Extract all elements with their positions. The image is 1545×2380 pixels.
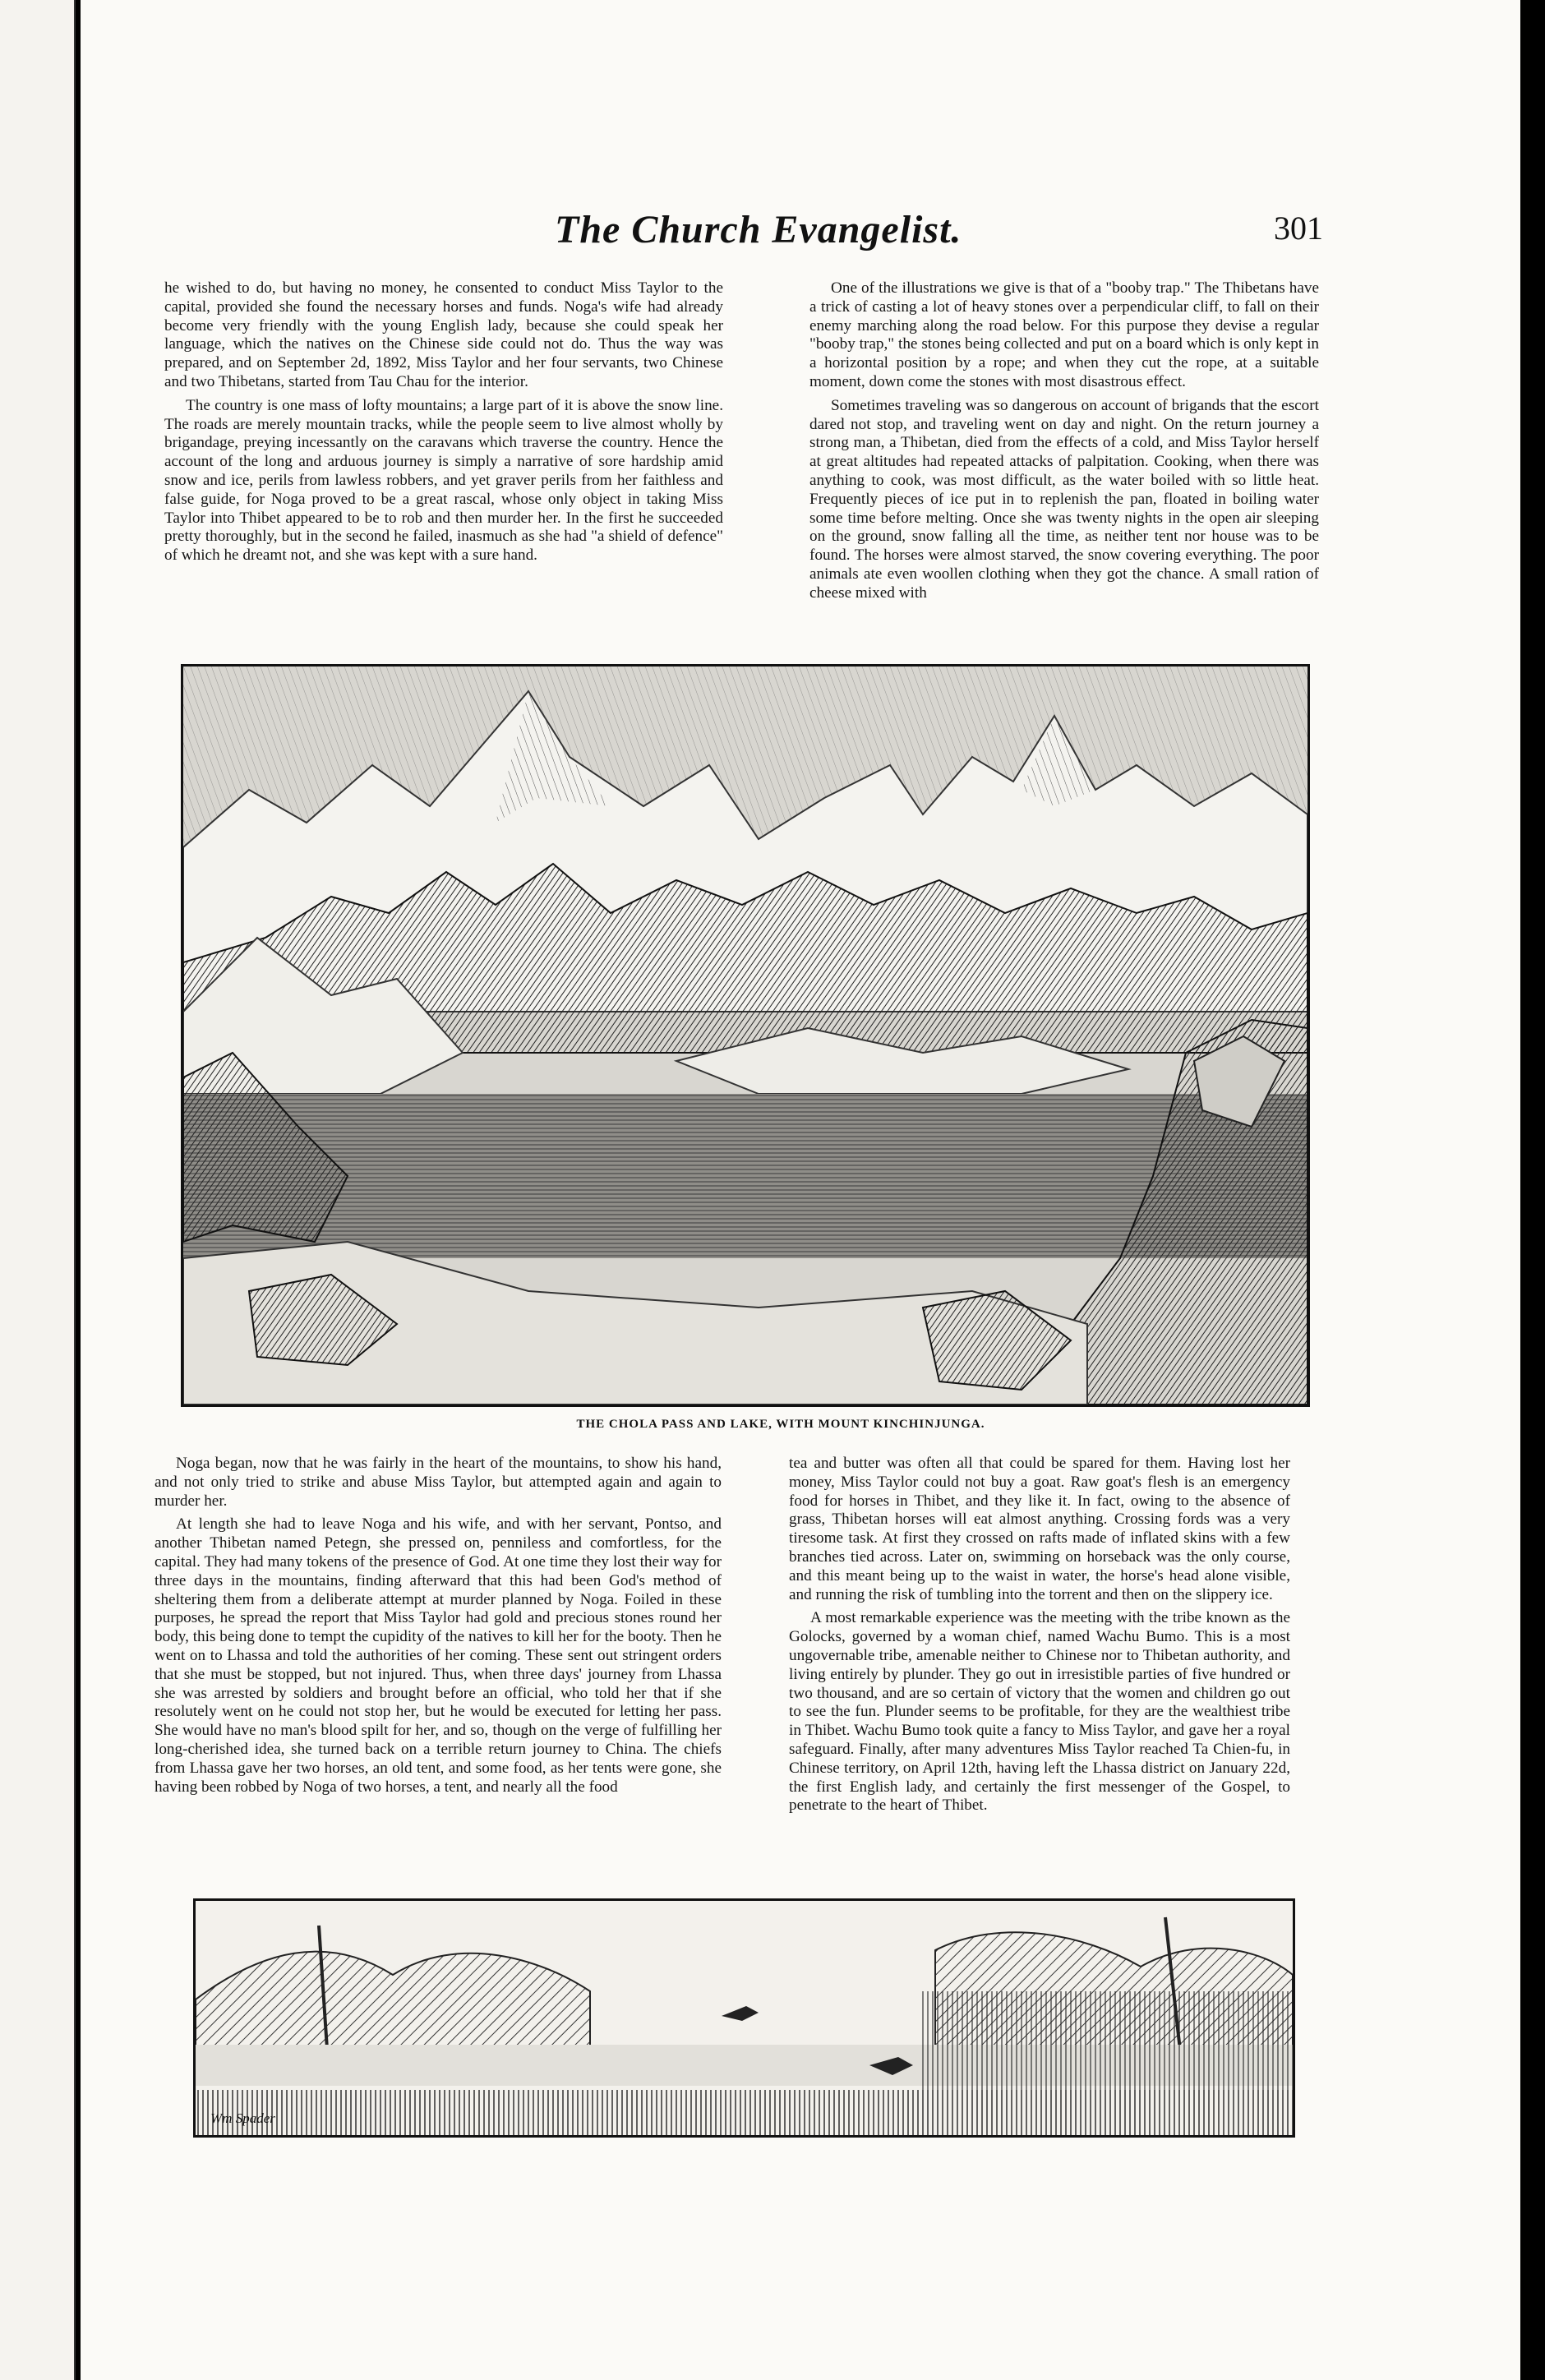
column-top-right (809, 279, 1319, 608)
mountain-lake-engraving (181, 664, 1310, 1407)
paragraph: The country is one mass of lofty mountains; a large part of it is above the snow line. The roads are merely mountain tracks, while the people seem to live almost wholly by brigandage, preying incessantly on the caravans which traverse the country. Hence the account of the long and arduous journey is simply a narrative of sore hardship amid snow and ice, perils from lawless robbers, and yet graver perils from her faithless and false guide, for Noga proved to be a great rascal, whose only object in taking Miss Taylor into Thibet appeared to be to rob and then murder her. In the first he succeeded pretty thoroughly, but in the second he failed, inasmuch as she had "a shield of defence" of which he dreamt not, and she was kept with a sure hand. (164, 396, 723, 565)
engraving-illustration (183, 666, 1307, 1404)
river-landscape-engraving (193, 1898, 1295, 2138)
column-bottom-right (789, 1455, 1290, 1820)
paragraph: A most remarkable experience was the meeting with the tribe known as the Golocks, governed by a woman chief, named Wachu Bumo. This is a most ungovernable tribe, amenable neither to Chinese nor to Thibetan authority, and living entirely by plunder. They go out in irresistible parties of five hundred or two thousand, and are so certain of victory that the women and children go out to see the fun. Plunder seems to be profitable, for they are the wealthiest tribe in Thibet. Wachu Bumo took quite a fancy to Miss Taylor, and gave her a royal safeguard. Finally, after many adventures Miss Taylor reached Ta Chien-fu, in Chinese territory, on April 12th, having left the Lhassa district on January 22d, the first English lady, and certainly the first messenger of the Gospel, to penetrate to the heart of Thibet. (789, 1609, 1290, 1815)
paragraph: Noga began, now that he was fairly in the heart of the mountains, to show his hand, and not only tried to strike and abuse Miss Taylor, but attempted again and again to murder her. (154, 1455, 722, 1510)
river-illustration (196, 1901, 1293, 2135)
running-header (164, 207, 1323, 265)
paragraph: At length she had to leave Noga and his wife, and with her servant, Pontso, and another Thibetan named Petegn, she pressed on, penniless and comfortless, for the capital. They had many tokens of the presence of God. At one time they lost their way for three days in the mountains, finding afterward that this had been God's method of sheltering them from a deliberate attempt at murder planned by Noga. Foiled in these purposes, he spread the report that Miss Taylor had gold and precious stones round her body, this being done to tempt the cupidity of the natives to kill her for the booty. Then he went on to Lhassa and told the authorities of her coming. These sent out stringent orders that she must be stopped, but not injured. Thus, when three days' journey from Lhassa she was arrested by soldiers and brought before an official, who told her that if she resolutely went on he could not stop her, but he would be executed for letting her pass. She would have no man's blood spilt for her, and so, though on the verge of fulfilling her long-cherished idea, she turned back on a terrible return journey to China. The chiefs from Lhassa gave her two horses, an old tent, and some food, as her tents were gone, she having been robbed by Noga of two horses, a tent, and nearly all the food (154, 1515, 722, 1796)
facing-page-edge (0, 0, 76, 2380)
paragraph: he wished to do, but having no money, he consented to conduct Miss Taylor to the capital, provided she found the necessary horses and funds. Noga's wife had already become very friendly with the young English lady, because she could speak her language, which the natives on the Chinese side could not do. Thus the way was prepared, and on September 2d, 1892, Miss Taylor and her four servants, two Chinese and two Thibetans, started from Tau Chau for the interior. (164, 279, 723, 390)
paragraph: tea and butter was often all that could be spared for them. Having lost her money, Miss Taylor could not buy a goat. Raw goat's flesh is an emergency food for horses in Thibet, and they like it. In fact, owing to the absence of grass, Thibetan horses will eat almost anything. Crossing fords was a very tiresome task. At first they crossed on rafts made of inflated skins with a few branches tied across. Later on, swimming on horseback was the only course, and this meant being up to the waist in water, the horse's head alone visible, and running the risk of tumbling into the torrent and then on the slippery ice. (789, 1455, 1290, 1603)
column-bottom-left (154, 1455, 722, 1801)
artist-signature: Wm Spader (210, 2110, 275, 2126)
figure-caption: THE CHOLA PASS AND LAKE, WITH MOUNT KINCHINJUNGA. (576, 1418, 985, 1431)
paragraph: Sometimes traveling was so dangerous on account of brigands that the escort dared not stop, and traveling went on day and night. On the return journey a strong man, a Thibetan, died from the effects of a cold, and Miss Taylor herself at great altitudes had repeated attacks of palpitation. Cooking, when there was anything to cook, was most difficult, as the water boiled with so little heat. Frequently pieces of ice put in to replenish the pan, floated in boiling water some time before melting. Once she was twenty nights in the open air sleeping on the ground, snow falling all the time, as neither tent nor house was to be found. The horses were almost starved, the snow covering everything. The poor animals ate even woollen clothing when they got the chance. A small ration of cheese mixed with (809, 396, 1319, 602)
column-top-left (164, 279, 723, 570)
journal-title: The Church Evangelist. (555, 208, 962, 251)
page-number: 301 (1274, 210, 1323, 247)
paragraph: One of the illustrations we give is that of a "booby trap." The Thibetans have a trick of casting a lot of heavy stones over a perpendicular cliff, to fall on their enemy marching along the road below. For this purpose they devise a regular "booby trap," the stones being collected and put on a board which is only kept in a horizontal position by a rope; and when they cut the rope, at a suitable moment, down come the stones with most disastrous effect. (809, 279, 1319, 390)
